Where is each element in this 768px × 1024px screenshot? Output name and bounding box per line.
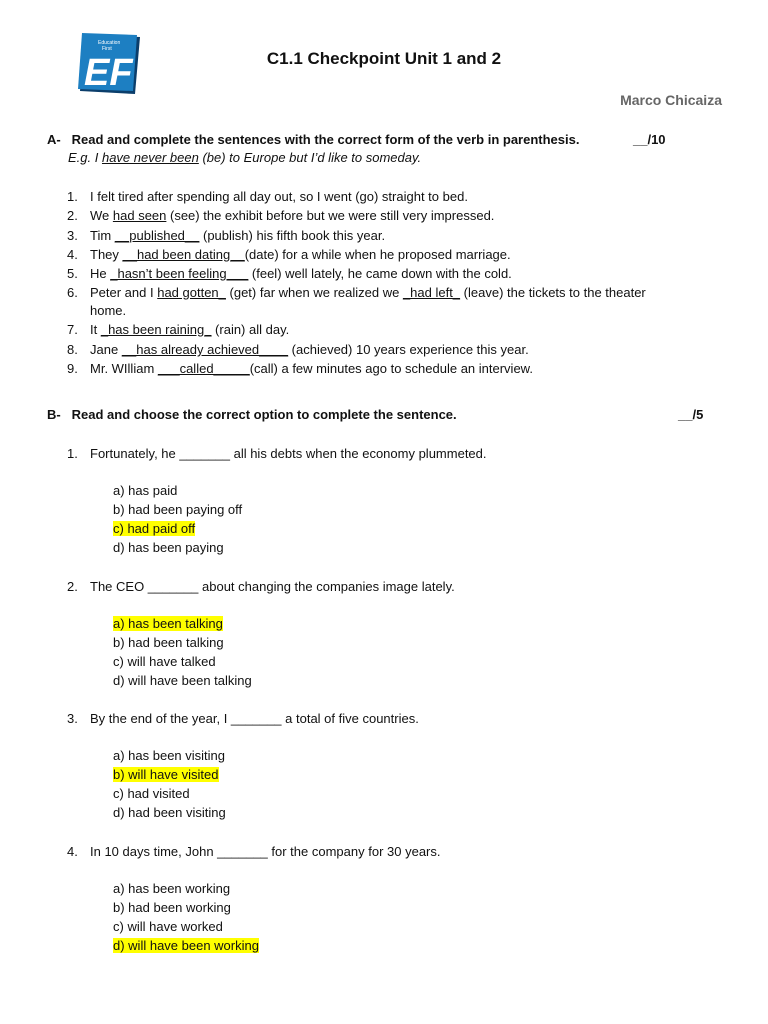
sentence-text: Tim	[90, 228, 115, 243]
sentence-text: Peter and I	[90, 285, 158, 300]
question-text: Fortunately, he _______ all his debts when the economy plummeted.	[90, 446, 487, 461]
answer-text: _had left_	[402, 285, 461, 300]
answer-option	[113, 899, 231, 917]
question-number: 1.	[67, 446, 78, 461]
section-b-instruction: Read and choose the correct option to complete the sentence.	[71, 407, 457, 422]
completion-sentence	[90, 246, 511, 264]
sentence-text: (achieved) 10 years experience this year.	[288, 342, 529, 357]
option-text: c) will have talked	[113, 654, 216, 669]
sentence-text: I felt tired after spending all day out, so I went (go) straight to bed.	[90, 189, 468, 204]
example-answer: have never been	[101, 150, 199, 165]
question-text: The CEO _______ about changing the companies image lately.	[90, 579, 455, 594]
completion-sentence	[90, 321, 289, 339]
answer-text: _has been raining_	[100, 322, 212, 337]
logo-text-bottom: First	[102, 46, 112, 52]
sentence-continuation: home.	[90, 303, 127, 318]
answer-option	[113, 880, 230, 898]
sentence-text: (see) the exhibit before but we were still very impressed.	[166, 208, 495, 223]
answer-option	[113, 653, 216, 671]
sentence-text: (call) a few minutes ago to schedule an interview.	[249, 361, 533, 376]
answer-text: _hasn’t been feeling___	[110, 266, 249, 281]
answer-option	[113, 937, 259, 955]
sentence-text: They	[90, 247, 123, 262]
item-number: 5.	[67, 266, 78, 281]
question-number: 2.	[67, 579, 78, 594]
section-b-label: B-	[47, 407, 61, 422]
logo-text-top: Education	[98, 40, 121, 46]
option-text: c) will have worked	[113, 919, 223, 934]
answer-option	[113, 539, 224, 557]
sentence-text: (publish) his fifth book this year.	[199, 228, 386, 243]
answer-text: __had been dating__	[122, 247, 245, 262]
option-text: b) had been talking	[113, 635, 224, 650]
answer-option	[113, 747, 225, 765]
answer-option	[113, 520, 195, 538]
answer-text: had seen	[112, 208, 167, 223]
sentence-text: Jane	[90, 342, 122, 357]
item-number: 8.	[67, 342, 78, 357]
option-text: b) had been paying off	[113, 502, 243, 517]
item-number: 4.	[67, 247, 78, 262]
completion-sentence	[90, 360, 533, 378]
selected-option-text: a) has been talking	[113, 616, 223, 631]
answer-option	[113, 804, 226, 822]
option-text: d) has been paying	[113, 540, 224, 555]
answer-text: had gotten_	[157, 285, 226, 300]
answer-text: ___called_____	[157, 361, 250, 376]
option-text: a) has paid	[113, 483, 178, 498]
question-text: By the end of the year, I _______ a total of five countries.	[90, 711, 419, 726]
sentence-text: We	[90, 208, 113, 223]
item-number: 9.	[67, 361, 78, 376]
item-number: 2.	[67, 208, 78, 223]
answer-option	[113, 672, 252, 690]
completion-sentence	[90, 227, 385, 245]
option-text: a) has been working	[113, 881, 231, 896]
selected-option-text: d) will have been working	[113, 938, 259, 953]
section-a-instruction: Read and complete the sentences with the correct form of the verb in parenthesis.	[71, 132, 580, 147]
page-title: C1.1 Checkpoint Unit 1 and 2	[266, 49, 502, 68]
example-sentence: E.g. I have never been (be) to Europe but I’d like to someday.	[68, 150, 422, 165]
sentence-text: (leave) the tickets to the theater	[460, 285, 646, 300]
logo-mark: EF	[84, 52, 133, 94]
answer-option	[113, 766, 219, 784]
answer-option	[113, 634, 224, 652]
sentence-text: (rain) all day.	[211, 322, 290, 337]
option-text: d) had been visiting	[113, 805, 226, 820]
sentence-text: (date) for a while when he proposed marriage.	[244, 247, 511, 262]
question-number: 4.	[67, 844, 78, 859]
option-text: b) had been working	[113, 900, 231, 915]
completion-sentence	[90, 284, 646, 302]
completion-sentence	[90, 341, 529, 359]
completion-sentence	[90, 207, 494, 225]
sentence-text: Mr. WIlliam	[90, 361, 158, 376]
author-name: Marco Chicaiza	[620, 92, 722, 108]
section-a-score: __/10	[633, 132, 666, 147]
section-a-label: A-	[47, 132, 61, 147]
sentence-text: (feel) well lately, he came down with the cold.	[248, 266, 512, 281]
item-number: 3.	[67, 228, 78, 243]
answer-option	[113, 501, 242, 519]
answer-text: __has already achieved____	[121, 342, 289, 357]
completion-sentence	[90, 265, 512, 283]
answer-option	[113, 918, 223, 936]
section-b-score: __/5	[678, 407, 704, 422]
sentence-text: (get) far when we realized we	[225, 285, 403, 300]
section-b-heading	[47, 407, 457, 422]
option-text: d) will have been talking	[113, 673, 252, 688]
sentence-text: It	[90, 322, 101, 337]
option-text: a) has been visiting	[113, 748, 226, 763]
question-number: 3.	[67, 711, 78, 726]
answer-text: __published__	[114, 228, 200, 243]
section-a-heading	[47, 132, 579, 147]
item-number: 1.	[67, 189, 78, 204]
sentence-text: He	[90, 266, 111, 281]
answer-option	[113, 482, 177, 500]
answer-option	[113, 615, 223, 633]
completion-sentence	[90, 188, 468, 206]
option-text: c) had visited	[113, 786, 190, 801]
answer-option	[113, 785, 190, 803]
item-number: 7.	[67, 322, 78, 337]
item-number: 6.	[67, 285, 78, 300]
selected-option-text: c) had paid off	[113, 521, 196, 536]
selected-option-text: b) will have visited	[113, 767, 219, 782]
question-text: In 10 days time, John _______ for the company for 30 years.	[90, 844, 441, 859]
